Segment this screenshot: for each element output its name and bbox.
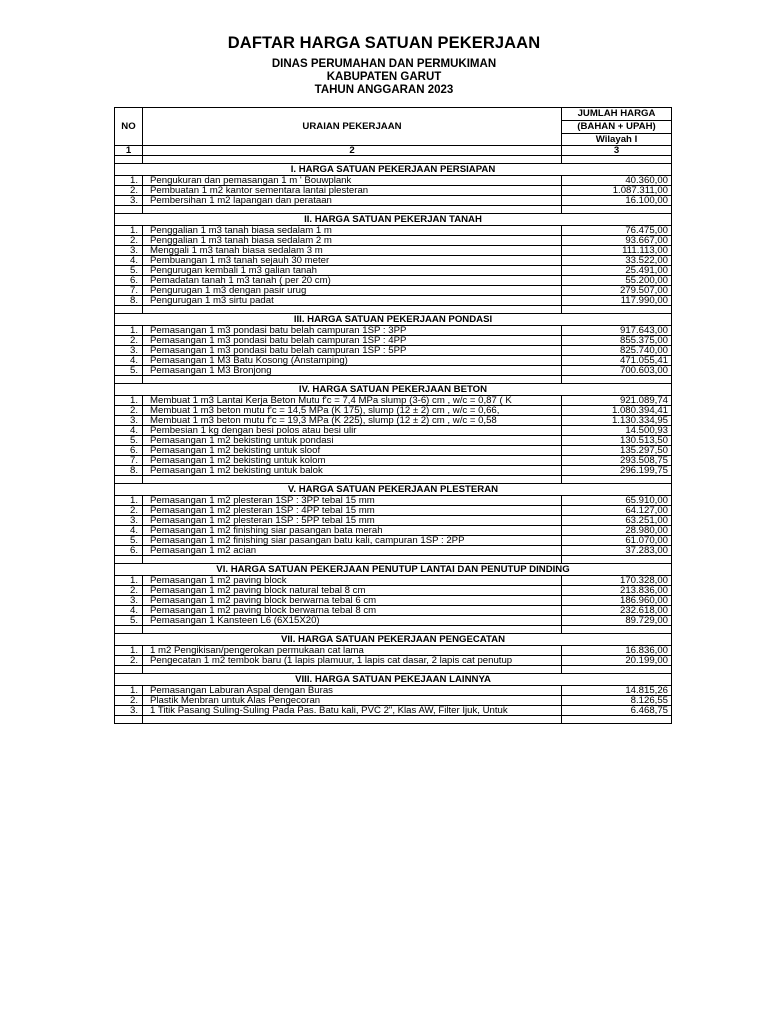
- item-price: 135.297,50: [562, 446, 672, 456]
- empty-cell: [562, 476, 672, 484]
- price-table-body: [115, 108, 672, 724]
- item-price: 33.522,00: [562, 256, 672, 266]
- item-number: 4.: [115, 526, 143, 536]
- section-title: VI. HARGA SATUAN PEKERJAAN PENUTUP LANTAI DAN PENUTUP DINDING: [115, 564, 672, 576]
- item-description: Pemasangan 1 m2 paving block natural tebal 8 cm: [143, 586, 562, 596]
- empty-cell: [562, 306, 672, 314]
- empty-cell: [562, 716, 672, 724]
- item-description: Pemadatan tanah 1 m3 tanah ( per 20 cm): [143, 276, 562, 286]
- section-row: [115, 674, 672, 686]
- header-wilayah: Wilayah I: [562, 134, 672, 146]
- item-description: Penggalian 1 m3 tanah biasa sedalam 1 m: [143, 226, 562, 236]
- header-jumlah-harga: JUMLAH HARGA: [562, 108, 672, 121]
- spacer-row: [115, 666, 672, 674]
- item-price: 1.087.311,00: [562, 186, 672, 196]
- item-description: Pengurugan 1 m3 sirtu padat: [143, 296, 562, 306]
- item-description: Pemasangan 1 m2 plesteran 1SP : 3PP tebal 15 mm: [143, 496, 562, 506]
- header-row: [115, 108, 672, 121]
- item-description: 1 m2 Pengikisan/pengerokan permukaan cat lama: [143, 646, 562, 656]
- item-price: 16.836,00: [562, 646, 672, 656]
- table-row: [115, 366, 672, 376]
- table-row: [115, 586, 672, 596]
- item-price: 76.475,00: [562, 226, 672, 236]
- item-price: 130.513,50: [562, 436, 672, 446]
- section-row: [115, 564, 672, 576]
- item-number: 1.: [115, 326, 143, 336]
- table-row: [115, 286, 672, 296]
- section-row: [115, 384, 672, 396]
- item-number: 2.: [115, 696, 143, 706]
- empty-cell: [143, 666, 562, 674]
- item-price: 40.360,00: [562, 176, 672, 186]
- item-description: Pemasangan Laburan Aspal dengan Buras: [143, 686, 562, 696]
- item-price: 6.468,75: [562, 706, 672, 716]
- price-table: [114, 107, 672, 724]
- item-price: 20.199,00: [562, 656, 672, 666]
- item-number: 4.: [115, 426, 143, 436]
- table-row: [115, 266, 672, 276]
- item-price: 8.126,55: [562, 696, 672, 706]
- spacer-row: [115, 306, 672, 314]
- table-row: [115, 236, 672, 246]
- header-bahan-upah: (BAHAN + UPAH): [562, 121, 672, 134]
- document-title: DAFTAR HARGA SATUAN PEKERJAAN: [227, 34, 541, 52]
- item-price: 14.815,26: [562, 686, 672, 696]
- table-row: [115, 596, 672, 606]
- section-row: [115, 484, 672, 496]
- empty-cell: [143, 476, 562, 484]
- item-number: 1.: [115, 396, 143, 406]
- empty-cell: [562, 556, 672, 564]
- empty-cell: [115, 626, 143, 634]
- spacer-row: [115, 626, 672, 634]
- item-number: 8.: [115, 466, 143, 476]
- item-number: 2.: [115, 586, 143, 596]
- table-row: [115, 496, 672, 506]
- empty-cell: [143, 716, 562, 724]
- item-number: 1.: [115, 176, 143, 186]
- item-price: 232.618,00: [562, 606, 672, 616]
- empty-cell: [115, 716, 143, 724]
- item-description: Pembuangan 1 m3 tanah sejauh 30 meter: [143, 256, 562, 266]
- item-number: 2.: [115, 406, 143, 416]
- item-price: 25.491,00: [562, 266, 672, 276]
- item-number: 4.: [115, 606, 143, 616]
- item-description: Pembesian 1 kg dengan besi polos atau besi ulir: [143, 426, 562, 436]
- item-description: Pengurugan 1 m3 dengan pasir urug: [143, 286, 562, 296]
- table-row: [115, 696, 672, 706]
- item-description: Membuat 1 m3 beton mutu f'c = 14,5 MPa (K 175), slump (12 ± 2) cm , w/c = 0,66,: [143, 406, 562, 416]
- item-number: 2.: [115, 186, 143, 196]
- empty-cell: [115, 666, 143, 674]
- table-row: [115, 296, 672, 306]
- item-description: Membuat 1 m3 beton mutu f'c = 19,3 MPa (K 225), slump (12 ± 2) cm , w/c = 0,58: [143, 416, 562, 426]
- item-description: 1 Titik Pasang Suling-Suling Pada Pas. Batu kali, PVC 2", Klas AW, Filter Ijuk, Untuk: [143, 706, 562, 716]
- document-subtitle-agency: DINAS PERUMAHAN DAN PERMUKIMAN: [271, 58, 497, 70]
- empty-cell: [562, 666, 672, 674]
- table-row: [115, 506, 672, 516]
- item-price: 921.089,74: [562, 396, 672, 406]
- item-description: Pembuatan 1 m2 kantor sementara lantai plesteran: [143, 186, 562, 196]
- item-price: 279.507,00: [562, 286, 672, 296]
- empty-cell: [143, 626, 562, 634]
- item-price: 296.199,75: [562, 466, 672, 476]
- table-row: [115, 246, 672, 256]
- spacer-row: [115, 716, 672, 724]
- empty-cell: [143, 376, 562, 384]
- empty-cell: [115, 476, 143, 484]
- item-number: 6.: [115, 546, 143, 556]
- item-number: 7.: [115, 456, 143, 466]
- empty-cell: [562, 206, 672, 214]
- item-price: 293.508,75: [562, 456, 672, 466]
- item-description: Pengurugan kembali 1 m3 galian tanah: [143, 266, 562, 276]
- item-number: 2.: [115, 336, 143, 346]
- item-price: 1.080.394,41: [562, 406, 672, 416]
- item-price: 117.990,00: [562, 296, 672, 306]
- table-row: [115, 706, 672, 716]
- item-price: 55.200,00: [562, 276, 672, 286]
- table-row: [115, 336, 672, 346]
- table-row: [115, 276, 672, 286]
- item-description: Pemasangan 1 m3 pondasi batu belah campuran 1SP : 5PP: [143, 346, 562, 356]
- table-row: [115, 546, 672, 556]
- document-subtitle-year: TAHUN ANGGARAN 2023: [314, 84, 454, 96]
- item-description: Pemasangan 1 M3 Bronjong: [143, 366, 562, 376]
- item-number: 5.: [115, 366, 143, 376]
- header-no: NO: [115, 108, 143, 146]
- table-row: [115, 576, 672, 586]
- item-price: 61.070,00: [562, 536, 672, 546]
- item-description: Pemasangan 1 m2 bekisting untuk balok: [143, 466, 562, 476]
- table-row: [115, 346, 672, 356]
- table-row: [115, 186, 672, 196]
- column-number-1: 1: [115, 146, 143, 156]
- table-row: [115, 606, 672, 616]
- item-description: Pengukuran dan pemasangan 1 m ' Bouwplank: [143, 176, 562, 186]
- column-number-2: 2: [143, 146, 562, 156]
- section-title: I. HARGA SATUAN PEKERJAAN PERSIAPAN: [115, 164, 672, 176]
- item-number: 1.: [115, 496, 143, 506]
- item-number: 3.: [115, 596, 143, 606]
- table-row: [115, 656, 672, 666]
- item-description: Membuat 1 m3 Lantai Kerja Beton Mutu f'c = 7,4 MPa slump (3-6) cm , w/c = 0,87 ( K: [143, 396, 562, 406]
- item-description: Pemasangan 1 m2 bekisting untuk pondasi: [143, 436, 562, 446]
- item-number: 3.: [115, 246, 143, 256]
- item-price: 700.603,00: [562, 366, 672, 376]
- table-row: [115, 426, 672, 436]
- table-row: [115, 516, 672, 526]
- item-price: 186.960,00: [562, 596, 672, 606]
- empty-cell: [562, 156, 672, 164]
- item-price: 93.667,00: [562, 236, 672, 246]
- item-number: 5.: [115, 536, 143, 546]
- spacer-row: [115, 206, 672, 214]
- table-row: [115, 436, 672, 446]
- section-title: V. HARGA SATUAN PEKERJAAN PLESTERAN: [115, 484, 672, 496]
- item-number: 3.: [115, 196, 143, 206]
- item-number: 3.: [115, 706, 143, 716]
- item-number: 5.: [115, 436, 143, 446]
- section-title: VII. HARGA SATUAN PEKERJAAN PENGECATAN: [115, 634, 672, 646]
- empty-cell: [562, 376, 672, 384]
- section-title: IV. HARGA SATUAN PEKERJAAN BETON: [115, 384, 672, 396]
- item-number: 2.: [115, 506, 143, 516]
- item-number: 3.: [115, 346, 143, 356]
- item-number: 1.: [115, 646, 143, 656]
- item-price: 111.113,00: [562, 246, 672, 256]
- table-row: [115, 466, 672, 476]
- table-row: [115, 686, 672, 696]
- item-price: 65.910,00: [562, 496, 672, 506]
- document-subtitle-region: KABUPATEN GARUT: [326, 71, 442, 83]
- item-number: 6.: [115, 446, 143, 456]
- item-description: Pemasangan 1 m2 bekisting untuk kolom: [143, 456, 562, 466]
- item-number: 1.: [115, 686, 143, 696]
- header-uraian: URAIAN PEKERJAAN: [143, 108, 562, 146]
- item-number: 8.: [115, 296, 143, 306]
- table-row: [115, 406, 672, 416]
- item-price: 14.500,93: [562, 426, 672, 436]
- table-row: [115, 456, 672, 466]
- item-number: 1.: [115, 226, 143, 236]
- section-row: [115, 164, 672, 176]
- table-row: [115, 526, 672, 536]
- table-row: [115, 256, 672, 266]
- empty-cell: [143, 156, 562, 164]
- empty-cell: [115, 376, 143, 384]
- item-description: Pemasangan 1 m2 bekisting untuk sloof: [143, 446, 562, 456]
- item-description: Plastik Menbran untuk Alas Pengecoran: [143, 696, 562, 706]
- empty-cell: [143, 206, 562, 214]
- spacer-row: [115, 156, 672, 164]
- item-price: 855.375,00: [562, 336, 672, 346]
- item-number: 6.: [115, 276, 143, 286]
- item-price: 1.130.334,95: [562, 416, 672, 426]
- empty-cell: [115, 306, 143, 314]
- item-description: Pemasangan 1 m2 paving block berwarna tebal 6 cm: [143, 596, 562, 606]
- item-number: 2.: [115, 656, 143, 666]
- item-description: Pemasangan 1 m3 pondasi batu belah campuran 1SP : 4PP: [143, 336, 562, 346]
- item-price: 64.127,00: [562, 506, 672, 516]
- item-number: 3.: [115, 416, 143, 426]
- item-description: Penggalian 1 m3 tanah biasa sedalam 2 m: [143, 236, 562, 246]
- column-number-row: [115, 146, 672, 156]
- spacer-row: [115, 476, 672, 484]
- item-description: Pemasangan 1 m2 finishing siar pasangan bata merah: [143, 526, 562, 536]
- item-description: Pengecatan 1 m2 tembok baru (1 lapis plamuur, 1 lapis cat dasar, 2 lapis cat penutup: [143, 656, 562, 666]
- item-price: 89.729,00: [562, 616, 672, 626]
- spacer-row: [115, 556, 672, 564]
- table-row: [115, 446, 672, 456]
- column-number-3: 3: [562, 146, 672, 156]
- empty-cell: [115, 556, 143, 564]
- item-number: 4.: [115, 356, 143, 366]
- item-description: Pemasangan 1 M3 Batu Kosong (Anstamping): [143, 356, 562, 366]
- item-description: Pemasangan 1 m2 acian: [143, 546, 562, 556]
- item-description: Pemasangan 1 m2 paving block berwarna tebal 8 cm: [143, 606, 562, 616]
- empty-cell: [115, 206, 143, 214]
- item-number: 2.: [115, 236, 143, 246]
- item-description: Pemasangan 1 m2 finishing siar pasangan batu kali, campuran 1SP : 2PP: [143, 536, 562, 546]
- table-row: [115, 396, 672, 406]
- table-row: [115, 176, 672, 186]
- table-row: [115, 356, 672, 366]
- section-row: [115, 314, 672, 326]
- item-price: 16.100,00: [562, 196, 672, 206]
- item-number: 4.: [115, 256, 143, 266]
- empty-cell: [562, 626, 672, 634]
- item-description: Pemasangan 1 Kansteen L6 (6X15X20): [143, 616, 562, 626]
- item-price: 37.283,00: [562, 546, 672, 556]
- item-description: Pemasangan 1 m2 plesteran 1SP : 5PP tebal 15 mm: [143, 516, 562, 526]
- item-price: 825.740,00: [562, 346, 672, 356]
- empty-cell: [143, 556, 562, 564]
- item-price: 471.055,41: [562, 356, 672, 366]
- table-row: [115, 326, 672, 336]
- section-title: II. HARGA SATUAN PEKERJAN TANAH: [115, 214, 672, 226]
- item-price: 63.251,00: [562, 516, 672, 526]
- table-row: [115, 196, 672, 206]
- section-row: [115, 634, 672, 646]
- table-row: [115, 226, 672, 236]
- item-description: Pemasangan 1 m2 paving block: [143, 576, 562, 586]
- spacer-row: [115, 376, 672, 384]
- table-row: [115, 416, 672, 426]
- table-row: [115, 616, 672, 626]
- section-title: III. HARGA SATUAN PEKERJAAN PONDASI: [115, 314, 672, 326]
- empty-cell: [115, 156, 143, 164]
- item-number: 1.: [115, 576, 143, 586]
- item-number: 5.: [115, 266, 143, 276]
- item-price: 213.836,00: [562, 586, 672, 596]
- item-price: 917.643,00: [562, 326, 672, 336]
- item-description: Menggali 1 m3 tanah biasa sedalam 3 m: [143, 246, 562, 256]
- item-price: 28.980,00: [562, 526, 672, 536]
- item-description: Pemasangan 1 m3 pondasi batu belah campuran 1SP : 3PP: [143, 326, 562, 336]
- section-title: VIII. HARGA SATUAN PEKEJAAN LAINNYA: [115, 674, 672, 686]
- item-number: 7.: [115, 286, 143, 296]
- section-row: [115, 214, 672, 226]
- item-description: Pembersihan 1 m2 lapangan dan perataan: [143, 196, 562, 206]
- table-row: [115, 536, 672, 546]
- empty-cell: [143, 306, 562, 314]
- item-description: Pemasangan 1 m2 plesteran 1SP : 4PP tebal 15 mm: [143, 506, 562, 516]
- item-price: 170.328,00: [562, 576, 672, 586]
- item-number: 3.: [115, 516, 143, 526]
- item-number: 5.: [115, 616, 143, 626]
- table-row: [115, 646, 672, 656]
